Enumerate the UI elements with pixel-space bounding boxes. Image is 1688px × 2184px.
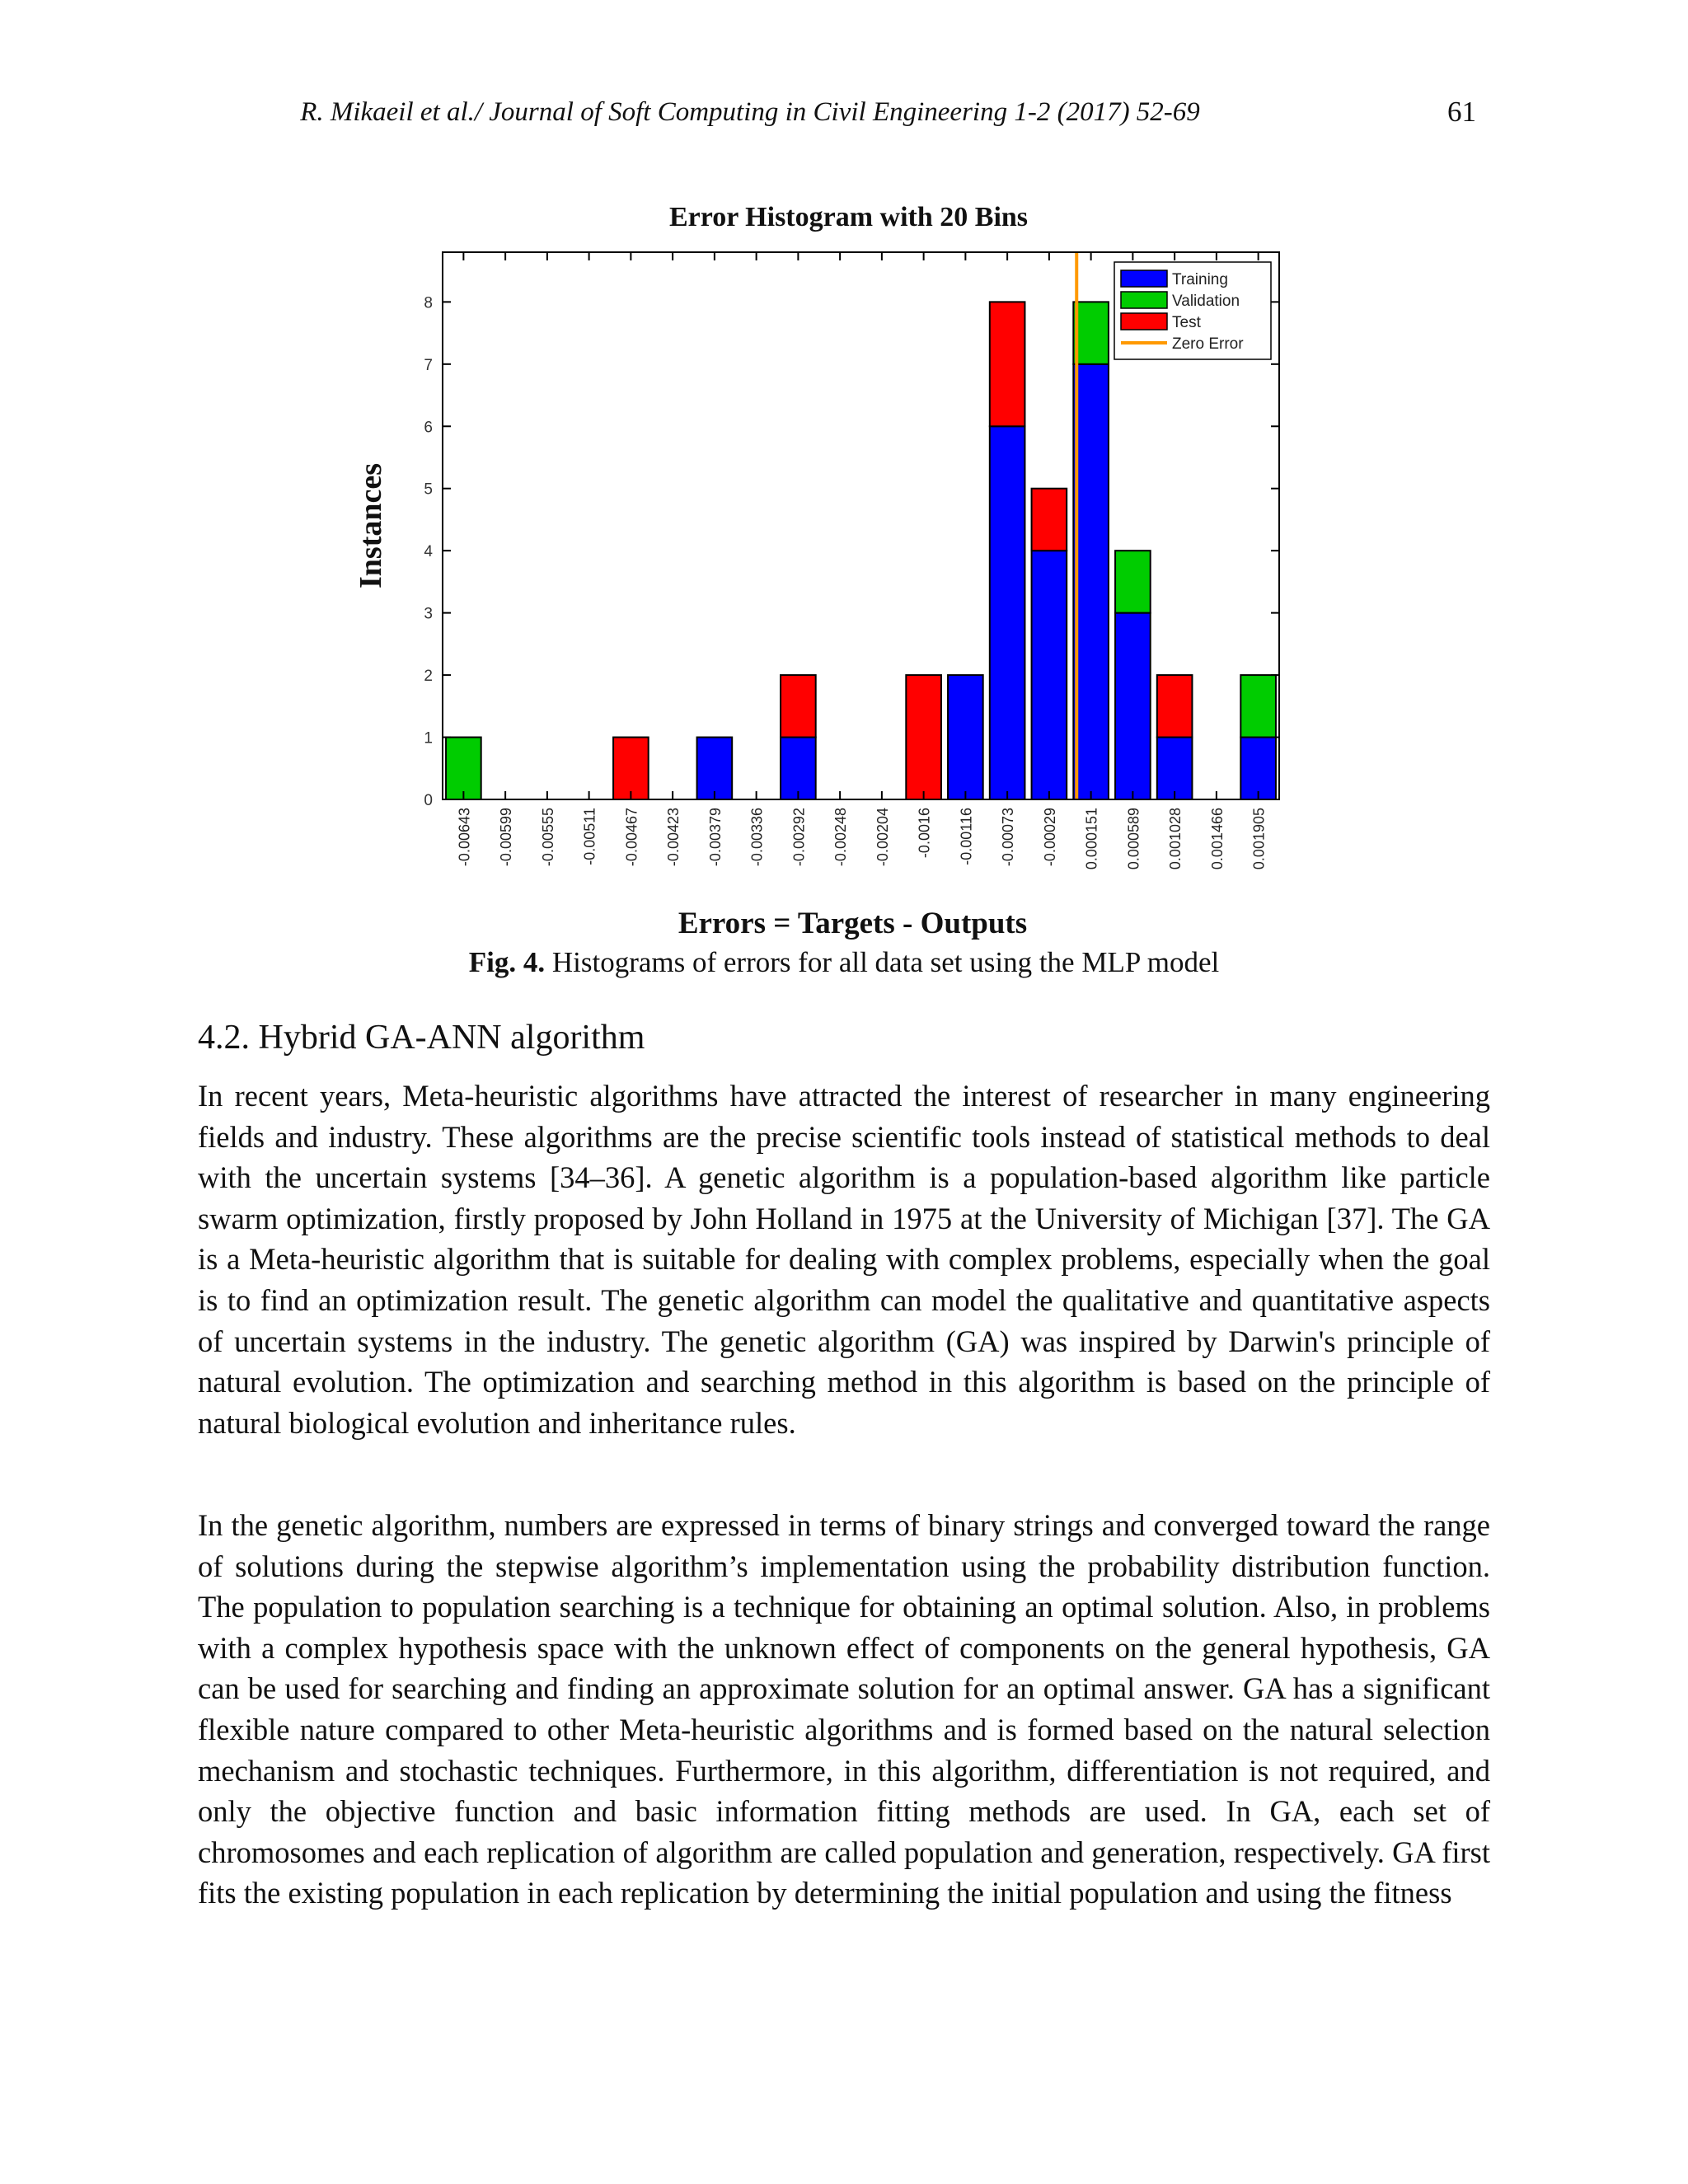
figure-caption: [0, 946, 1688, 979]
x-tick-label-7: -0.00336: [748, 808, 766, 867]
y-tick-label-3: 3: [424, 605, 433, 623]
bar-training-19: [1240, 738, 1276, 799]
bar-test-17: [1157, 675, 1193, 737]
bar-test-13: [990, 302, 1025, 426]
bar-training-13: [990, 426, 1025, 799]
bar-training-8: [781, 738, 816, 799]
x-tick-label-17: 0.001028: [1167, 808, 1184, 870]
legend-label-validation: Validation: [1172, 293, 1240, 310]
bar-validation-19: [1240, 675, 1276, 737]
y-tick-label-4: 4: [424, 543, 433, 561]
x-tick-label-18: 0.001466: [1208, 808, 1226, 870]
x-tick-label-3: -0.00511: [581, 808, 598, 865]
x-tick-label-15: 0.000151: [1083, 808, 1100, 870]
bar-test-8: [781, 675, 816, 737]
page-number: 61: [1447, 96, 1476, 128]
bar-training-12: [948, 675, 983, 799]
x-tick-label-9: -0.00248: [832, 808, 850, 867]
legend-label-training: Training: [1172, 271, 1228, 288]
x-tick-label-8: -0.00292: [790, 808, 808, 867]
y-tick-label-7: 7: [424, 356, 433, 374]
section-heading: 4.2. Hybrid GA-ANN algorithm: [198, 1019, 645, 1057]
x-tick-label-19: 0.001905: [1250, 808, 1268, 870]
bar-training-6: [697, 738, 733, 799]
bar-test-11: [906, 675, 941, 799]
x-tick-label-4: -0.00467: [623, 808, 640, 867]
x-tick-label-6: -0.00379: [706, 808, 724, 867]
y-tick-label-0: 0: [424, 792, 433, 809]
x-tick-label-10: -0.00204: [874, 808, 891, 867]
running-head: R. Mikaeil et al./ Journal of Soft Computing in Civil Engineering 1-2 (2017) 52-69: [300, 97, 1200, 127]
y-tick-label-6: 6: [424, 419, 433, 437]
chart-title: Error Histogram with 20 Bins: [668, 202, 1029, 232]
x-axis-label: Errors = Targets - Outputs: [678, 907, 1028, 940]
figure-caption-label: Fig. 4.: [468, 946, 546, 978]
bar-test-14: [1032, 489, 1067, 551]
figure-caption-text: Histograms of errors for all data set using the MLP model: [545, 946, 1220, 978]
bar-validation-16: [1115, 551, 1151, 612]
x-tick-label-5: -0.00423: [665, 808, 682, 867]
error-histogram-chart: [346, 190, 1335, 948]
legend-swatch-test: [1121, 313, 1167, 330]
bar-training-17: [1157, 738, 1193, 799]
bar-validation-15: [1073, 302, 1109, 363]
x-tick-label-11: -0.0016: [916, 808, 933, 859]
bar-validation-0: [446, 738, 481, 799]
body-paragraph-1: In recent years, Meta-heuristic algorithms have attracted the interest of researcher in many engineering fields and industry. These algorithms are the precise scientific tools instead of statistical methods to deal with the uncertain systems [34–36]. A genetic algorithm is a population-based algorithm like particle swarm optimization, firstly proposed by John Holland in 1975 at the University of Michigan [37]. The GA is a Meta-heuristic algorithm that is suitable for dealing with complex problems, especially when the goal is to find an optimization result. The genetic algorithm can model the qualitative and quantitative aspects of uncertain systems in the industry. The genetic algorithm (GA) was inspired by Darwin's principle of natural evolution. The optimization and searching method in this algorithm is based on the principle of natural biological evolution and inheritance rules.: [198, 1079, 1490, 1440]
x-tick-label-16: 0.000589: [1125, 808, 1142, 870]
legend-label-zero-error: Zero Error: [1172, 335, 1244, 353]
legend-swatch-validation: [1121, 292, 1167, 308]
y-tick-label-2: 2: [424, 668, 433, 686]
body-paragraph-2: In the genetic algorithm, numbers are expressed in terms of binary strings and converged toward the range of solutions during the stepwise algorithm’s implementation using the probability distribution function. The population to population searching is a technique for obtaining an optimal solution. Also, in problems with a complex hypothesis space with the unknown effect of components on the general hypothesis, GA can be used for searching and finding an approximate solution for an optimal answer. GA has a significant flexible nature compared to other Meta-heuristic algorithms and is formed based on the natural selection mechanism and stochastic techniques. Furthermore, in this algorithm, differentiation is not required, and only the objective function and basic information fitting methods are used. In GA, each set of chromosomes and each replication of algorithm are called population and generation, respectively. GA first fits the existing population in each replication by determining the initial population and using the fitness: [198, 1508, 1490, 1910]
bar-training-14: [1032, 551, 1067, 799]
x-tick-label-13: -0.00073: [1000, 808, 1017, 867]
legend-swatch-training: [1121, 270, 1167, 287]
x-tick-label-1: -0.00599: [498, 808, 515, 867]
x-tick-label-2: -0.00555: [539, 808, 556, 867]
x-tick-label-0: -0.00643: [456, 808, 473, 867]
bar-training-15: [1073, 364, 1109, 799]
y-tick-label-5: 5: [424, 480, 433, 499]
y-tick-label-8: 8: [424, 294, 433, 312]
y-tick-label-1: 1: [424, 729, 433, 748]
bar-training-16: [1115, 613, 1151, 799]
y-axis-label: Instances: [354, 462, 388, 589]
x-tick-label-14: -0.00029: [1041, 808, 1058, 867]
x-tick-label-12: -0.00116: [958, 808, 975, 865]
bar-test-4: [613, 738, 649, 799]
legend-label-test: Test: [1172, 314, 1201, 331]
